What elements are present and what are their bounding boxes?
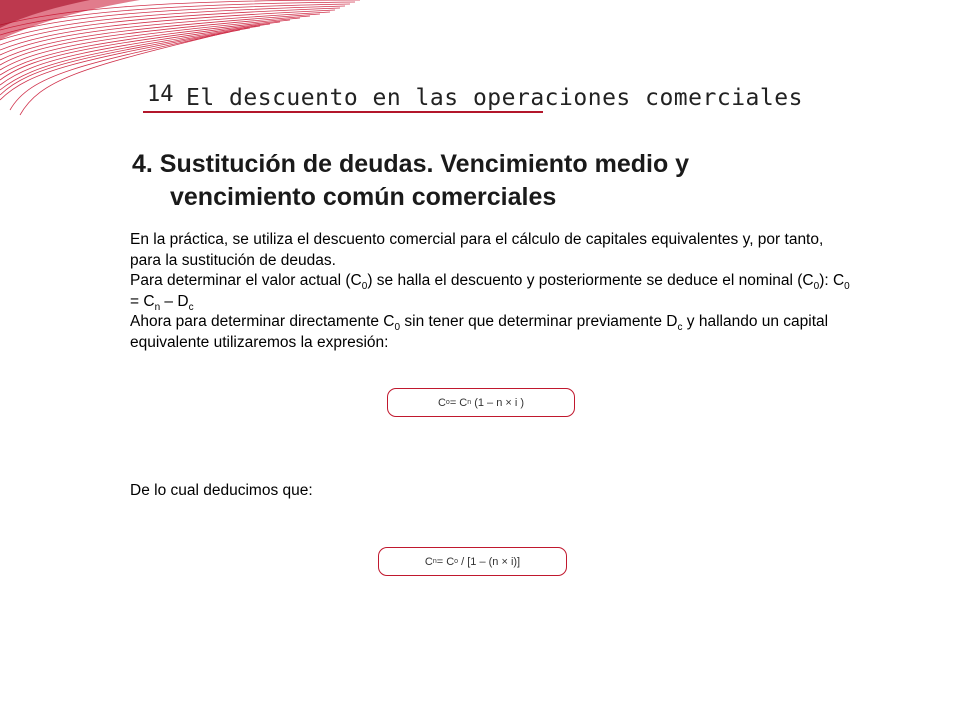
formula-box-nominal: C n = C o / [1 – (n × i)] xyxy=(378,547,567,576)
body-text xyxy=(130,230,850,353)
paragraph-intro: En la práctica, se utiliza el descuento comercial para el cálculo de capitales equivalentes y, por tanto, para la sustitución de deudas. xyxy=(130,231,824,269)
formula-box-valor-actual: C o = C n (1 – n × i ) xyxy=(387,388,575,417)
paragraph-expresion: Ahora para determinar directamente $C_0$ sin tener que determinar previamente $D_c$ y hallando un capital equivalente utilizaremos la expresión: xyxy=(130,313,829,351)
chapter-underline xyxy=(143,111,543,113)
section-heading xyxy=(132,148,832,214)
conclusion-text: De lo cual deducimos que: xyxy=(130,482,313,499)
chapter-number: 14 xyxy=(147,82,174,107)
section-heading-line1: 4. Sustitución de deudas. Vencimiento medio y xyxy=(132,150,690,178)
chapter-title: El descuento en las operaciones comerciales xyxy=(186,85,803,111)
section-heading-line2: vencimiento común comerciales xyxy=(170,183,557,211)
paragraph-valor-actual: Para determinar el valor actual $(C_0)$ se halla el descuento y posteriormente se deduce el nominal $(C_0)$: $C_0 = C_n - D_c$ xyxy=(130,272,850,313)
